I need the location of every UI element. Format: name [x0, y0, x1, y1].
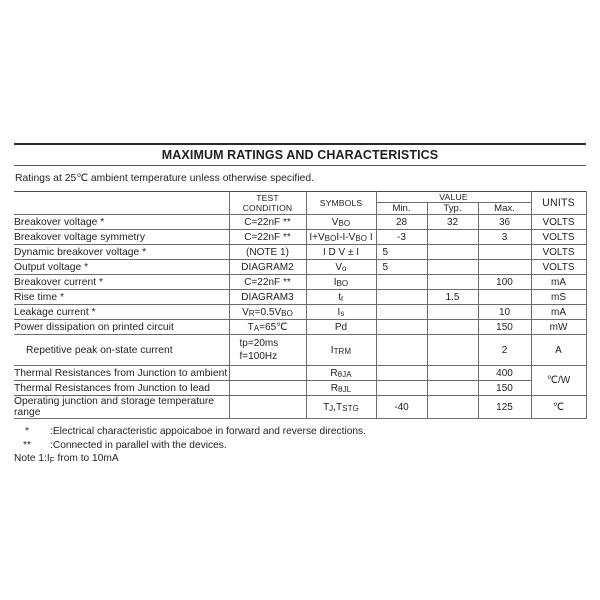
row-description: Breakover current * [14, 275, 229, 290]
header-symbols: SYMBOLS [306, 192, 376, 215]
symbol-subscript: d [341, 321, 348, 333]
row-test-condition [229, 335, 306, 366]
row-description: Output voltage * [14, 260, 229, 275]
condition-subscript: A [253, 324, 260, 333]
footnote-single-star [14, 425, 586, 439]
row-min: 5 [376, 260, 427, 275]
row-max: 125 [478, 396, 531, 419]
row-units: mA [531, 305, 586, 320]
row-min: -40 [376, 396, 427, 419]
symbol-subscript: s [340, 309, 345, 318]
row-test-condition: DIAGRAM3 [229, 290, 306, 305]
symbol-subscript: J [329, 404, 334, 413]
row-typ [427, 381, 478, 396]
row-symbol [306, 260, 376, 275]
row-typ [427, 230, 478, 245]
row-symbol [306, 290, 376, 305]
row-units: A [531, 335, 586, 366]
header-max: Max. [478, 203, 531, 215]
table-row [14, 305, 586, 320]
row-units: ℃/W [531, 366, 586, 396]
row-units: mW [531, 320, 586, 335]
symbol-main: I [337, 306, 341, 318]
symbol-subscript: BO [336, 279, 349, 288]
row-description: Leakage current * [14, 305, 229, 320]
table-row [14, 335, 586, 366]
row-min [376, 275, 427, 290]
footnote-text: :Connected in parallel with the devices. [50, 439, 227, 451]
condition-main: V [242, 306, 249, 318]
symbol-main: V [335, 261, 343, 273]
row-min: 5 [376, 245, 427, 260]
row-test-condition [229, 320, 306, 335]
symbol-subscript: BO [324, 234, 337, 243]
row-description: Thermal Resistances from Junction to lead [14, 381, 229, 396]
table-row [14, 230, 586, 245]
row-min [376, 366, 427, 381]
row-min [376, 305, 427, 320]
table-row [14, 320, 586, 335]
row-test-condition: C=22nF ** [229, 275, 306, 290]
row-description: Dynamic breakover voltage * [14, 245, 229, 260]
condition-line2: f=100Hz [239, 351, 278, 362]
symbol-subscript: r [341, 294, 344, 303]
row-symbol: $I+V_{BO}I-I-V_{BO}$ I [306, 230, 376, 245]
page-title: MAXIMUM RATINGS AND CHARACTERISTICS [161, 148, 439, 162]
row-units: VOLTS [531, 260, 586, 275]
row-test-condition [229, 305, 306, 320]
table-row [14, 275, 586, 290]
symbol-main: T [323, 401, 330, 413]
footnotes [14, 419, 586, 466]
row-typ [427, 275, 478, 290]
row-max: 150 [478, 381, 531, 396]
condition-rest-subscript: BO [281, 309, 293, 318]
table-row [14, 366, 586, 381]
header-units: UNITS [531, 192, 586, 215]
footnote-text: :Electrical characteristic appoicaboe in forward and reverse directions. [50, 426, 366, 437]
row-symbol [306, 215, 376, 230]
condition-line1: tp=20ms [239, 338, 279, 349]
condition-rest: =0.5V [254, 306, 282, 318]
table-header-row-1 [14, 192, 586, 203]
row-max: 150 [478, 320, 531, 335]
row-max: 100 [478, 275, 531, 290]
row-max: 3 [478, 230, 531, 245]
symbol-main: I [333, 276, 337, 288]
note-1-label: Note 1:I [14, 453, 50, 464]
header-description-blank [14, 192, 229, 215]
table-row [14, 245, 586, 260]
symbol-subscript: BO [338, 219, 351, 228]
symbol-subscript-2: STG [342, 404, 359, 413]
table-row [14, 215, 586, 230]
header-test-condition-line1: TEST [256, 193, 279, 203]
row-units: mA [531, 275, 586, 290]
row-test-condition [229, 366, 306, 381]
row-min [376, 335, 427, 366]
row-min [376, 290, 427, 305]
note-1-subscript: F [49, 455, 55, 465]
symbol-main-2: ,T [333, 401, 343, 413]
symbol-subscript: TRM [333, 347, 352, 356]
condition-rest: =65℃ [259, 321, 288, 333]
row-units: VOLTS [531, 215, 586, 230]
row-typ [427, 320, 478, 335]
row-description: Power dissipation on printed circuit [14, 320, 229, 335]
row-typ: 1.5 [427, 290, 478, 305]
condition-subscript: R [248, 309, 255, 318]
row-test-condition [229, 381, 306, 396]
row-description: Operating junction and storage temperature range [14, 396, 229, 419]
row-description: Breakover voltage * [14, 215, 229, 230]
symbol-main: R [330, 382, 339, 394]
row-symbol [306, 275, 376, 290]
row-test-condition: DIAGRAM2 [229, 260, 306, 275]
symbol-subscript: θJL [338, 385, 352, 394]
symbol-main: V [331, 216, 339, 228]
row-description: Breakover voltage symmetry [14, 230, 229, 245]
row-min: 28 [376, 215, 427, 230]
row-max: 400 [478, 366, 531, 381]
condition-main: T [247, 321, 254, 333]
row-typ [427, 305, 478, 320]
row-typ [427, 366, 478, 381]
row-symbol: I D V ± I [306, 245, 376, 260]
table-row [14, 381, 586, 396]
row-symbol [306, 396, 376, 419]
footnote-marker: ** [23, 439, 31, 451]
row-symbol [306, 305, 376, 320]
row-units: VOLTS [531, 230, 586, 245]
symbol-main: P [334, 321, 342, 333]
row-symbol [306, 320, 376, 335]
symbol-subscript: θJA [337, 370, 352, 379]
row-min: -3 [376, 230, 427, 245]
symbol-subscript: BO [355, 234, 368, 243]
header-test-condition-line2: CONDITION [242, 203, 293, 213]
note-1-text: from to 10mA [54, 453, 119, 464]
header-value: VALUE [376, 192, 531, 203]
table-row [14, 260, 586, 275]
symbol-subscript: o [342, 264, 347, 273]
row-test-condition [229, 396, 306, 419]
row-typ [427, 260, 478, 275]
header-min: Min. [376, 203, 427, 215]
row-symbol [306, 381, 376, 396]
row-symbol [306, 335, 376, 366]
row-description: Thermal Resistances from Junction to ambient [14, 367, 228, 379]
footnote-double-star [14, 439, 586, 453]
symbol-main: I [330, 344, 334, 356]
row-test-condition: (NOTE 1) [229, 245, 306, 260]
ratings-subtitle: Ratings at 25℃ ambient temperature unless otherwise specified. [15, 173, 315, 184]
row-max [478, 260, 531, 275]
row-test-condition: C=22nF ** [229, 215, 306, 230]
row-min [376, 320, 427, 335]
row-units: mS [531, 290, 586, 305]
row-test-condition: C=22nF ** [229, 230, 306, 245]
row-max [478, 290, 531, 305]
table-row [14, 396, 586, 419]
row-max [478, 245, 531, 260]
row-description: Repetitive peak on-state current [14, 335, 229, 366]
row-typ [427, 245, 478, 260]
row-symbol [306, 366, 376, 381]
maximum-ratings-table [14, 191, 587, 419]
symbol-main: R [330, 367, 338, 379]
ratings-sheet [14, 143, 586, 466]
row-units: VOLTS [531, 245, 586, 260]
row-typ [427, 396, 478, 419]
row-max: 36 [478, 215, 531, 230]
header-typ: Typ. [427, 203, 478, 215]
table-row [14, 290, 586, 305]
row-description: Rise time * [14, 290, 229, 305]
row-max: 2 [478, 335, 531, 366]
row-min [376, 381, 427, 396]
row-units: ℃ [531, 396, 586, 419]
symbol-main: t [338, 291, 341, 303]
row-max: 10 [478, 305, 531, 320]
footnote-note-1 [14, 452, 586, 466]
footnote-marker: * [25, 426, 29, 437]
row-typ [427, 335, 478, 366]
row-typ: 32 [427, 215, 478, 230]
header-test-condition [229, 192, 306, 215]
